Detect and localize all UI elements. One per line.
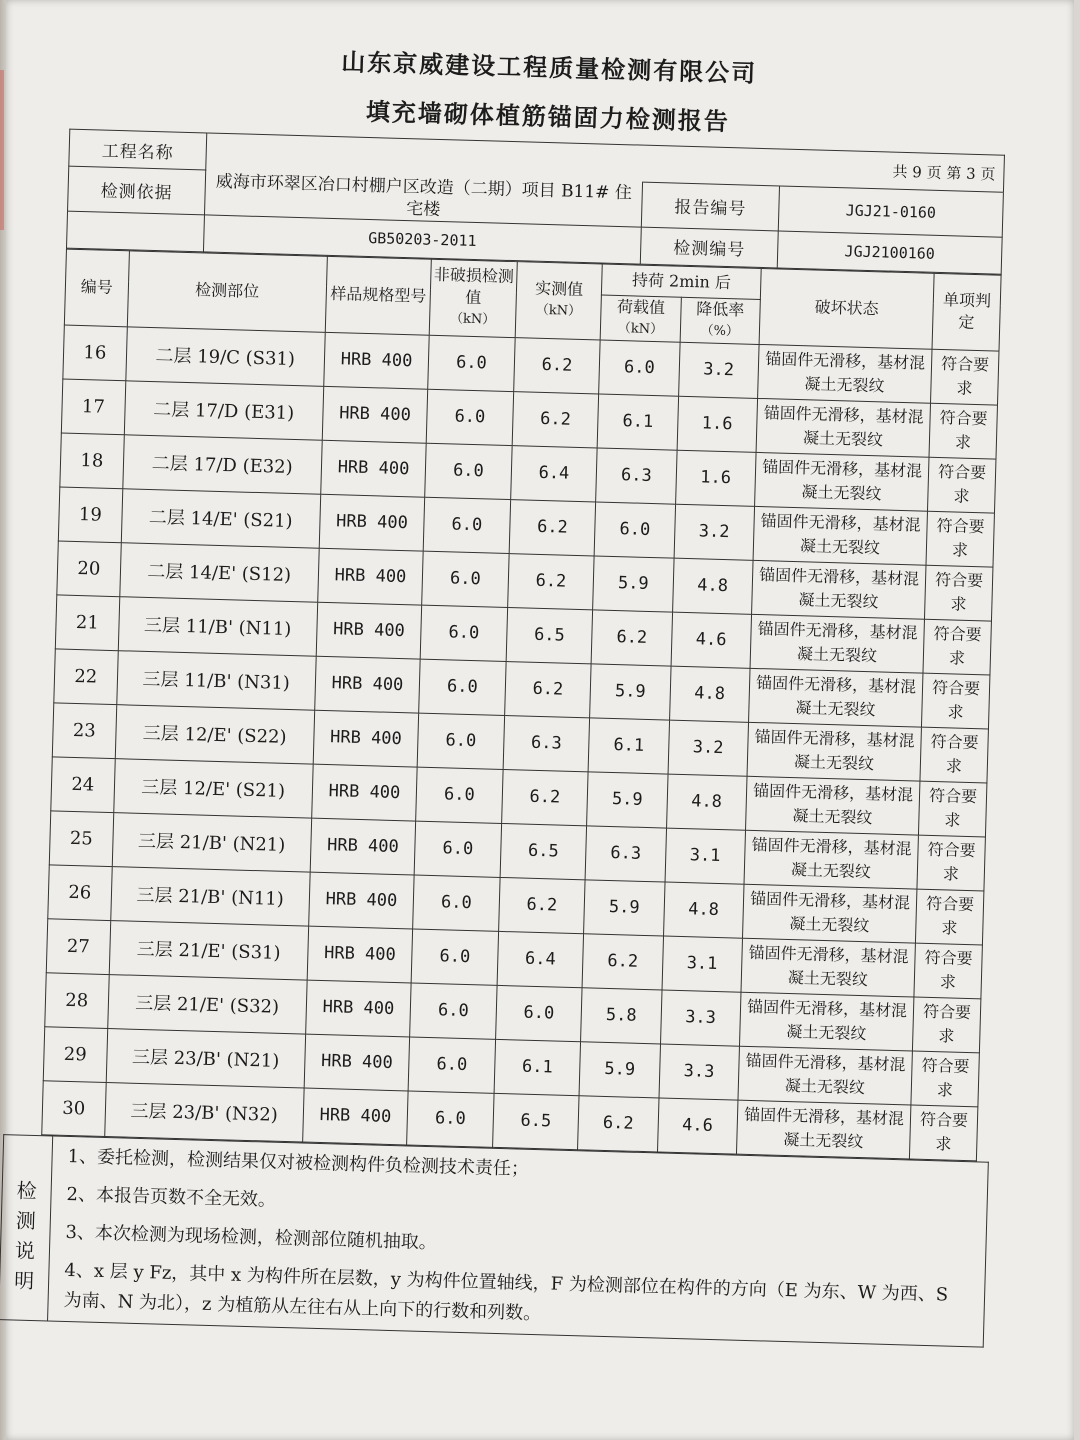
sample-spec: HRB 400 [303,1088,409,1145]
load-value: 6.1 [597,394,678,450]
nondestructive-value: 6.0 [413,875,500,931]
measured-value: 6.4 [497,931,584,987]
page-info: 共 9 页 第 3 页 [892,162,996,183]
measured-value: 6.2 [501,769,588,825]
failure-state: 锚固件无滑移，基材混凝土无裂纹 [756,398,931,457]
nondestructive-value: 6.0 [422,551,509,607]
row-number: 18 [60,433,124,489]
load-value: 6.2 [578,1095,659,1151]
measured-value: 6.2 [498,877,585,933]
test-location: 三层 21/E' (S31) [109,920,309,980]
failure-state: 锚固件无滑移，基材混凝土无裂纹 [745,776,920,835]
judgement: 符合要求 [926,511,994,567]
reduction-rate: 3.2 [668,720,749,776]
sample-spec: HRB 400 [310,818,416,875]
measured-unit: （kN） [535,302,582,319]
test-location: 三层 23/B' (N32) [104,1082,304,1142]
row-number: 21 [55,594,119,650]
test-location: 三层 12/E' (S22) [115,704,315,764]
test-location: 三层 21/B' (N11) [110,866,310,926]
note-line-3: 3、本次检测为现场检测，检测部位随机抽取。 [65,1221,438,1253]
test-location: 二层 19/C (S31) [125,326,325,386]
nondestructive-value: 6.0 [425,443,512,499]
measured-value: 6.2 [507,553,594,609]
measured-value: 6.5 [506,607,593,663]
sample-spec: HRB 400 [315,656,421,713]
col-header-measured [515,261,603,339]
failure-state: 锚固件无滑移，基材混凝土无裂纹 [741,938,916,997]
test-location: 二层 17/D (E31) [124,380,324,440]
reduction-rate: 3.3 [659,1043,740,1099]
note-line-1: 1、委托检测，检测结果仅对被检测构件负检测技术责任； [67,1145,530,1180]
sample-spec: HRB 400 [313,710,419,767]
reduction-rate: 3.2 [674,504,755,560]
nondestructive-value: 6.0 [408,1036,495,1092]
judgement: 符合要求 [931,349,999,405]
report-title: 填充墙砌体植筋锚固力检测报告 [365,97,731,137]
note-line-2: 2、本报告页数不全无效。 [66,1183,277,1211]
reduction-label: 降低率 [696,298,745,320]
col-header-judgement: 单项判定 [932,273,1001,351]
row-number: 25 [49,810,113,866]
test-location: 三层 21/E' (S32) [107,974,307,1034]
test-location: 二层 17/D (E32) [122,434,322,494]
sample-spec: HRB 400 [321,440,427,497]
load-value: 6.3 [585,825,666,881]
measured-value: 6.5 [492,1093,579,1149]
judgement: 符合要求 [928,457,996,513]
measured-value: 6.2 [512,391,599,447]
judgement: 符合要求 [923,619,991,675]
row-number: 19 [58,486,122,542]
nondestructive-value: 6.0 [428,335,515,391]
nondestructive-label: 非破损检测值 [433,264,515,308]
notes-table [0,1134,989,1347]
reduction-rate: 4.8 [669,666,750,722]
load-value: 6.3 [596,447,677,503]
reduction-rate: 4.8 [672,558,753,614]
judgement: 符合要求 [911,1051,979,1107]
failure-state: 锚固件无滑移，基材混凝土无裂纹 [752,560,927,619]
sample-spec: HRB 400 [322,386,428,443]
row-number: 29 [43,1026,107,1082]
load-value: 5.9 [593,555,674,611]
reduction-rate: 1.6 [677,396,758,452]
row-number: 20 [57,540,121,596]
sample-spec: HRB 400 [309,872,415,929]
row-number: 23 [52,702,116,758]
load-label: 荷载值 [616,296,666,317]
row-number: 16 [63,325,127,381]
reduction-rate: 3.1 [662,936,743,992]
load-unit: （kN） [617,320,664,337]
load-value: 5.9 [584,879,665,935]
col-header-reduction [680,297,761,344]
measured-value: 6.2 [504,661,591,717]
measured-value: 6.2 [509,499,596,555]
nondestructive-value: 6.0 [414,821,501,877]
failure-state: 锚固件无滑移，基材混凝土无裂纹 [739,992,914,1051]
nondestructive-value: 6.0 [411,929,498,985]
col-header-location: 检测部位 [127,250,327,332]
failure-state: 锚固件无滑移，基材混凝土无裂纹 [744,830,919,889]
reduction-rate: 4.8 [666,774,747,830]
judgement: 符合要求 [916,889,984,945]
reduction-rate: 1.6 [675,450,756,506]
measured-value: 6.4 [510,445,597,501]
col-header-spec: 样品规格型号 [325,256,431,335]
nondestructive-value: 6.0 [407,1090,494,1146]
nondestructive-value: 6.0 [417,713,504,769]
col-header-load [601,295,682,342]
failure-state: 锚固件无滑移，基材混凝土无裂纹 [758,344,933,403]
reduction-rate: 3.1 [665,828,746,884]
failure-state: 锚固件无滑移，基材混凝土无裂纹 [747,722,922,781]
test-location: 三层 21/B' (N21) [112,812,312,872]
row-number: 22 [54,648,118,704]
report-no-label: 报告编号 [641,182,779,230]
test-basis-spacer [67,211,205,252]
load-value: 6.2 [582,933,663,989]
failure-state: 锚固件无滑移，基材混凝土无裂纹 [753,506,928,565]
test-no-value: JGJ2100160 [777,230,1002,273]
row-number: 28 [45,972,109,1028]
measured-value: 6.3 [503,715,590,771]
judgement: 符合要求 [917,835,985,891]
notes-label-text: 检 测 说 明 [13,1178,38,1293]
reduction-unit: （%） [700,322,740,339]
load-value: 5.9 [587,771,668,827]
load-value: 6.0 [594,501,675,557]
col-header-failure: 破坏状态 [759,268,934,349]
failure-state: 锚固件无滑移，基材混凝土无裂纹 [738,1046,913,1105]
report-document [0,26,1066,1349]
load-value: 5.9 [590,663,671,719]
test-results-table [41,248,1001,1161]
reduction-rate: 4.8 [663,882,744,938]
measured-value: 6.5 [500,823,587,879]
sample-spec: HRB 400 [324,332,430,389]
sample-spec: HRB 400 [304,1034,410,1091]
test-basis-value: GB50203-2011 [203,214,641,263]
note-line-4: 4、x 层 y Fz，其中 x 为构件所在层数，y 为构件位置轴线，F 为检测部位在构件的方向（E 为东、W 为西、S 为南、N 为北），z 为植筋从左往右从上向下的行数和列数。 [63,1259,949,1324]
report-no-value: JGJ21-0160 [778,186,1003,237]
judgement: 符合要求 [910,1104,978,1160]
reduction-rate: 4.6 [671,612,752,668]
sample-spec: HRB 400 [319,494,425,551]
test-location: 二层 14/E' (S21) [121,488,321,548]
test-basis-label: 检测依据 [68,166,206,214]
background-object [0,70,4,230]
paper-sheet [6,0,1074,1440]
sample-spec: HRB 400 [307,926,413,983]
judgement: 符合要求 [920,727,988,783]
sample-spec: HRB 400 [312,764,418,821]
reduction-rate: 4.6 [657,1097,738,1153]
measured-value: 6.0 [495,985,582,1041]
failure-state: 锚固件无滑移，基材混凝土无裂纹 [736,1100,911,1159]
judgement: 符合要求 [925,565,993,621]
row-number: 30 [42,1080,106,1136]
judgement: 符合要求 [913,997,981,1053]
test-location: 三层 23/B' (N21) [106,1028,306,1088]
row-number: 26 [48,864,112,920]
measured-label: 实测值 [534,278,584,300]
test-no-label: 检测编号 [640,227,778,268]
col-header-nondestructive [429,259,517,337]
load-value: 5.9 [579,1041,660,1097]
nondestructive-value: 6.0 [423,497,510,553]
test-location: 三层 11/B' (N31) [116,650,316,710]
measured-value: 6.1 [494,1039,581,1095]
row-number: 17 [61,379,125,435]
failure-state: 锚固件无滑移，基材混凝土无裂纹 [742,884,917,943]
notes-content [48,1136,989,1347]
judgement: 符合要求 [919,781,987,837]
judgement: 符合要求 [914,943,982,999]
test-location: 三层 12/E' (S21) [113,758,313,818]
col-header-hold-group: 持荷 2min 后 [602,264,761,299]
company-name: 山东京威建设工程质量检测有限公司 [340,48,758,88]
col-header-no: 编号 [64,249,129,327]
sample-spec: HRB 400 [318,548,424,605]
project-name-value: 威海市环翠区冶口村棚户区改造（二期）项目 B11# 住宅楼 [204,170,642,227]
row-number: 27 [46,918,110,974]
failure-state: 锚固件无滑移，基材混凝土无裂纹 [750,614,925,673]
project-name-label: 工程名称 [69,129,207,170]
nondestructive-unit: （kN） [449,311,496,328]
nondestructive-value: 6.0 [426,389,513,445]
judgement: 符合要求 [929,403,997,459]
notes-label [0,1134,53,1320]
sample-spec: HRB 400 [306,980,412,1037]
failure-state: 锚固件无滑移，基材混凝土无裂纹 [755,452,930,511]
row-number: 24 [51,756,115,812]
table-body [42,325,999,1161]
reduction-rate: 3.3 [660,989,741,1045]
sample-spec: HRB 400 [316,602,422,659]
nondestructive-value: 6.0 [420,605,507,661]
measured-value: 6.2 [513,337,600,393]
nondestructive-value: 6.0 [416,767,503,823]
test-location: 三层 11/B' (N11) [118,596,318,656]
failure-state: 锚固件无滑移，基材混凝土无裂纹 [748,668,923,727]
reduction-rate: 3.2 [678,342,759,398]
load-value: 6.2 [591,609,672,665]
judgement: 符合要求 [922,673,990,729]
load-value: 6.0 [599,340,680,396]
nondestructive-value: 6.0 [419,659,506,715]
load-value: 6.1 [588,717,669,773]
test-location: 二层 14/E' (S12) [119,542,319,602]
nondestructive-value: 6.0 [410,982,497,1038]
load-value: 5.8 [581,987,662,1043]
